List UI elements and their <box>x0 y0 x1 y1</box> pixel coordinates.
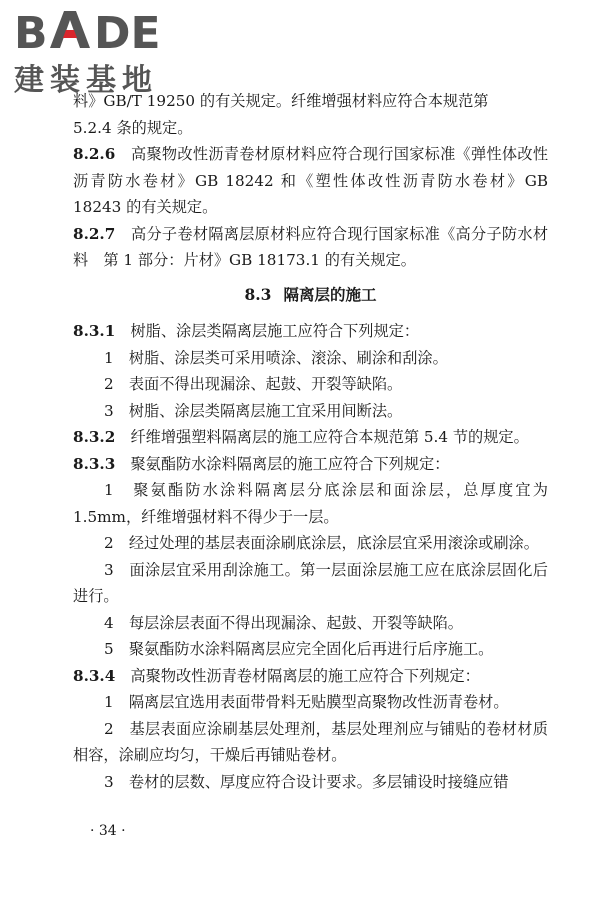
bade-logo-graphic <box>14 6 184 96</box>
section-title: 隔离层的施工 <box>283 284 377 304</box>
clause-number: 8.3.4 <box>73 666 116 685</box>
list-item: 2 表面不得出现漏涂、起鼓、开裂等缺陷。 <box>104 375 403 393</box>
clause-text: 高聚物改性沥青卷材原材料应符合现行国家标准《弹性体改性沥青防水卷材》GB 18242 和《塑性体改性沥青防水卷材》GB 18243 的有关规定。 <box>73 145 549 216</box>
svg-text:B: B <box>14 8 49 59</box>
bade-logo <box>14 6 184 96</box>
section-heading <box>73 282 548 309</box>
clause-number: 8.3.2 <box>73 428 116 446</box>
clause-number: 8.2.6 <box>73 145 116 163</box>
svg-text:DE: DE <box>94 8 161 59</box>
clause-text: 纤维增强塑料隔离层的施工应符合本规范第 5.4 节的规定。 <box>130 428 529 446</box>
list-item: 4 每层涂层表面不得出现漏涂、起鼓、开裂等缺陷。 <box>104 613 463 632</box>
clause-8-2-6 <box>73 141 548 221</box>
page-number: · 34 · <box>90 823 126 839</box>
section-number: 8.3 <box>244 284 272 304</box>
clause-text: 树脂、涂层类隔离层施工应符合下列规定： <box>130 322 420 340</box>
clause-text: 高分子卷材隔离层原材料应符合现行国家标准《高分子防水材料 第 1 部分：片材》GB 18173.1 的有关规定。 <box>73 224 549 269</box>
clause-8-3-4 <box>73 663 548 690</box>
list-item: 3 面涂层宜采用刮涂施工。第一层面涂层施工应在底涂层固化后进行。 <box>73 560 548 605</box>
list-item: 1 聚氨酯防水涂料隔离层分底涂层和面涂层，总厚度宜为 1.5mm，纤维增强材料不得少于一层。 <box>73 481 548 526</box>
list-item: 1 树脂、涂层类可采用喷涂、滚涂、刷涂和刮涂。 <box>104 348 448 367</box>
continuation-line: 5.2.4 条的规定。 <box>73 118 193 137</box>
list-item: 2 经过处理的基层表面涂刷底涂层，底涂层宜采用滚涂或刷涂。 <box>104 534 539 552</box>
list-item: 5 聚氨酯防水涂料隔离层应完全固化后再进行后序施工。 <box>104 640 494 658</box>
clause-text: 聚氨酯防水涂料隔离层的施工应符合下列规定： <box>130 454 450 473</box>
clause-number: 8.2.7 <box>73 224 116 243</box>
svg-text:建装基地: 建装基地 <box>14 63 158 96</box>
clause-number: 8.3.1 <box>73 322 116 340</box>
clause-8-3-1 <box>73 318 548 345</box>
clause-8-3-2 <box>73 424 548 451</box>
list-item: 3 卷材的层数、厚度应符合设计要求。多层铺设时接缝应错 <box>104 772 509 791</box>
clause-8-3-3 <box>73 451 548 478</box>
clause-number: 8.3.3 <box>73 454 116 473</box>
list-item: 3 树脂、涂层类隔离层施工宜采用间断法。 <box>104 401 403 420</box>
clause-8-2-7 <box>73 221 548 274</box>
list-item: 1 隔离层宜选用表面带骨料无贴膜型高聚物改性沥青卷材。 <box>104 693 509 711</box>
list-item: 2 基层表面应涂刷基层处理剂，基层处理剂应与铺贴的卷材材质相容，涂刷应均匀，干燥后再铺贴卷材。 <box>73 719 548 764</box>
document-body <box>73 88 548 795</box>
clause-text: 高聚物改性沥青卷材隔离层的施工应符合下列规定： <box>130 666 480 685</box>
continuation-line: 料》GB/T 19250 的有关规定。纤维增强材料应符合本规范第 <box>73 92 489 110</box>
